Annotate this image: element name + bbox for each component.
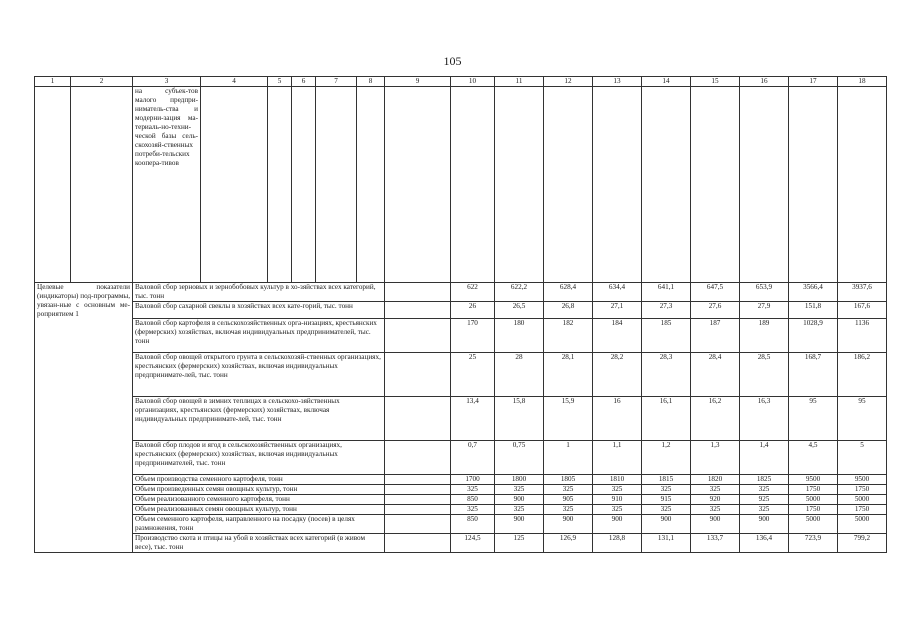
- indicator-value: 5: [838, 441, 887, 475]
- indicator-value: 1820: [691, 475, 740, 485]
- indicator-value: 15,9: [544, 397, 593, 441]
- indicator-value: 28: [495, 353, 544, 397]
- column-number: 11: [495, 77, 544, 87]
- column-number: 3: [133, 77, 201, 87]
- indicator-value: 28,5: [740, 353, 789, 397]
- indicator-value: 325: [495, 505, 544, 515]
- indicator-name: Валовой сбор плодов и ягод в сельскохозяйственных организациях, крестьянских (фермерских) хозяйствах, включая индивидуальных предпринимателей, тыс. тонн: [133, 441, 385, 475]
- indicator-value: 126,9: [544, 534, 593, 553]
- indicator-value: 653,9: [740, 283, 789, 302]
- column-number: 14: [642, 77, 691, 87]
- indicator-value: 16,3: [740, 397, 789, 441]
- indicator-name: Объем реализованных семян овощных культур, тонн: [133, 505, 385, 515]
- empty-cell: [385, 441, 451, 475]
- indicator-value: 5000: [838, 515, 887, 534]
- column-number: 12: [544, 77, 593, 87]
- indicator-value: 1805: [544, 475, 593, 485]
- indicator-value: 1028,9: [789, 319, 838, 353]
- indicator-value: 27,6: [691, 302, 740, 319]
- indicator-value: 180: [495, 319, 544, 353]
- indicator-name: Производство скота и птицы на убой в хозяйствах всех категорий (в живом весе), тыс. тонн: [133, 534, 385, 553]
- indicator-value: 325: [740, 505, 789, 515]
- indicator-value: 25: [451, 353, 495, 397]
- indicator-row: [35, 319, 887, 353]
- indicator-value: 325: [642, 485, 691, 495]
- indicator-name: Валовой сбор овощей открытого грунта в сельскохозяй-ственных организациях, крестьянских (фермерских) хозяйствах, включая индивидуальных предпринимате-лей, тыс. тонн: [133, 353, 385, 397]
- indicator-value: 723,9: [789, 534, 838, 553]
- indicator-value: 1750: [838, 485, 887, 495]
- empty-cell: [385, 397, 451, 441]
- indicator-value: 900: [495, 495, 544, 505]
- indicator-value: 900: [495, 515, 544, 534]
- column-number: 13: [593, 77, 642, 87]
- indicator-row: [35, 495, 887, 505]
- indicator-value: 622: [451, 283, 495, 302]
- empty-cell: [451, 87, 495, 283]
- indicator-value: 27,3: [642, 302, 691, 319]
- indicator-row: [35, 534, 887, 553]
- indicator-value: 325: [691, 485, 740, 495]
- indicator-value: 28,1: [544, 353, 593, 397]
- indicator-value: 0,75: [495, 441, 544, 475]
- indicator-name: Валовой сбор овощей в зимних теплицах в сельскохо-зяйственных организациях, крестьянских (фермерских) хозяйствах, включая индивидуальных предпринимате-лей, тыс. тонн: [133, 397, 385, 441]
- empty-cell: [385, 505, 451, 515]
- indicator-row: [35, 283, 887, 302]
- indicator-value: 799,2: [838, 534, 887, 553]
- indicator-value: 95: [789, 397, 838, 441]
- empty-cell: [201, 87, 268, 283]
- column-number: 18: [838, 77, 887, 87]
- indicator-name: Объем реализованного семенного картофеля, тонн: [133, 495, 385, 505]
- indicator-value: 170: [451, 319, 495, 353]
- page-number: 105: [443, 54, 462, 68]
- column-number: 10: [451, 77, 495, 87]
- indicator-value: 1: [544, 441, 593, 475]
- indicator-value: 850: [451, 495, 495, 505]
- column-number: 4: [201, 77, 268, 87]
- empty-cell: [385, 475, 451, 485]
- indicator-value: 151,8: [789, 302, 838, 319]
- indicator-value: 325: [593, 505, 642, 515]
- indicator-value: 27,1: [593, 302, 642, 319]
- empty-cell: [268, 87, 292, 283]
- indicator-value: 16,2: [691, 397, 740, 441]
- indicator-value: 1750: [789, 505, 838, 515]
- empty-cell: [495, 87, 544, 283]
- indicator-row: [35, 302, 887, 319]
- column-number: 15: [691, 77, 740, 87]
- empty-cell: [385, 353, 451, 397]
- indicator-value: 9500: [789, 475, 838, 485]
- indicator-value: 186,2: [838, 353, 887, 397]
- indicator-value: 189: [740, 319, 789, 353]
- indicator-value: 136,4: [740, 534, 789, 553]
- indicator-value: 1,4: [740, 441, 789, 475]
- empty-cell: [544, 87, 593, 283]
- indicator-value: 5000: [789, 495, 838, 505]
- indicator-value: 925: [740, 495, 789, 505]
- indicator-value: 325: [544, 505, 593, 515]
- column-number: 6: [292, 77, 316, 87]
- indicator-value: 28,2: [593, 353, 642, 397]
- indicator-value: 1825: [740, 475, 789, 485]
- indicator-value: 131,1: [642, 534, 691, 553]
- indicator-value: 850: [451, 515, 495, 534]
- indicator-name: Объем производства семенного картофеля, тонн: [133, 475, 385, 485]
- indicator-value: 1,1: [593, 441, 642, 475]
- indicator-value: 634,4: [593, 283, 642, 302]
- empty-cell: [691, 87, 740, 283]
- empty-cell: [385, 485, 451, 495]
- indicator-value: 128,8: [593, 534, 642, 553]
- indicator-value: 325: [544, 485, 593, 495]
- indicator-value: 325: [593, 485, 642, 495]
- empty-cell: [593, 87, 642, 283]
- indicator-value: 16: [593, 397, 642, 441]
- indicator-value: 28,3: [642, 353, 691, 397]
- indicator-row: [35, 505, 887, 515]
- empty-cell: [385, 302, 451, 319]
- column-number: 7: [316, 77, 357, 87]
- empty-cell: [385, 319, 451, 353]
- indicator-value: 325: [451, 485, 495, 495]
- indicator-value: 26,8: [544, 302, 593, 319]
- indicator-value: 622,2: [495, 283, 544, 302]
- column-number: 1: [35, 77, 71, 87]
- indicator-value: 26,5: [495, 302, 544, 319]
- indicator-row: [35, 441, 887, 475]
- indicator-name: Валовой сбор сахарной свеклы в хозяйствах всех кате-горий, тыс. тонн: [133, 302, 385, 319]
- indicator-value: 187: [691, 319, 740, 353]
- indicator-value: 0,7: [451, 441, 495, 475]
- indicator-value: 900: [642, 515, 691, 534]
- indicator-value: 915: [642, 495, 691, 505]
- empty-cell: [789, 87, 838, 283]
- column-number-row: [35, 77, 887, 87]
- indicator-value: 1136: [838, 319, 887, 353]
- indicator-value: 5000: [789, 515, 838, 534]
- indicators-table: [34, 76, 887, 553]
- column-number: 9: [385, 77, 451, 87]
- empty-cell: [385, 283, 451, 302]
- indicator-value: 168,7: [789, 353, 838, 397]
- empty-cell: [740, 87, 789, 283]
- empty-cell: [292, 87, 316, 283]
- indicator-value: 1,2: [642, 441, 691, 475]
- indicator-value: 16,1: [642, 397, 691, 441]
- indicator-value: 1750: [838, 505, 887, 515]
- empty-cell: [316, 87, 357, 283]
- indicator-value: 185: [642, 319, 691, 353]
- indicator-value: 325: [691, 505, 740, 515]
- indicator-value: 900: [691, 515, 740, 534]
- indicator-name: Объем произведенных семян овощных культур, тонн: [133, 485, 385, 495]
- indicator-value: 26: [451, 302, 495, 319]
- empty-cell: [385, 87, 451, 283]
- indicator-value: 184: [593, 319, 642, 353]
- indicator-value: 182: [544, 319, 593, 353]
- indicator-value: 900: [593, 515, 642, 534]
- indicator-value: 3566,4: [789, 283, 838, 302]
- indicator-value: 920: [691, 495, 740, 505]
- indicator-row: [35, 485, 887, 495]
- indicator-row: [35, 515, 887, 534]
- indicator-name: Валовой сбор зерновых и зернобобовых культур в хо-зяйствах всех категорий, тыс. тонн: [133, 283, 385, 302]
- empty-cell: [385, 495, 451, 505]
- empty-cell: [385, 515, 451, 534]
- indicator-value: 1800: [495, 475, 544, 485]
- indicator-name: Объем семенного картофеля, направленного на посадку (посев) в целях размножения, тонн: [133, 515, 385, 534]
- indicator-value: 628,4: [544, 283, 593, 302]
- indicator-value: 900: [544, 515, 593, 534]
- indicator-value: 905: [544, 495, 593, 505]
- indicator-value: 325: [642, 505, 691, 515]
- indicator-value: 133,7: [691, 534, 740, 553]
- indicator-value: 647,5: [691, 283, 740, 302]
- indicator-value: 1815: [642, 475, 691, 485]
- continuation-text: на субъек-тов малого предпри-ниматель-ства и модерни-зация ма-териаль-но-техни-ческой базы сель-скохозяй-ственных потреби-тельских коопера-тивов: [133, 87, 201, 283]
- indicator-value: 910: [593, 495, 642, 505]
- indicator-value: 167,6: [838, 302, 887, 319]
- empty-cell: [71, 87, 133, 283]
- indicator-row: [35, 353, 887, 397]
- indicator-value: 325: [451, 505, 495, 515]
- indicator-value: 28,4: [691, 353, 740, 397]
- indicator-value: 3937,6: [838, 283, 887, 302]
- indicator-value: 125: [495, 534, 544, 553]
- empty-cell: [385, 534, 451, 553]
- indicator-value: 13,4: [451, 397, 495, 441]
- empty-cell: [642, 87, 691, 283]
- indicator-value: 1810: [593, 475, 642, 485]
- continuation-row: [35, 87, 887, 283]
- column-number: 5: [268, 77, 292, 87]
- indicator-value: 1750: [789, 485, 838, 495]
- indicator-value: 325: [495, 485, 544, 495]
- indicator-row: [35, 475, 887, 485]
- column-number: 17: [789, 77, 838, 87]
- empty-cell: [357, 87, 385, 283]
- indicator-value: 5000: [838, 495, 887, 505]
- indicator-value: 15,8: [495, 397, 544, 441]
- indicator-value: 1700: [451, 475, 495, 485]
- column-number: 8: [357, 77, 385, 87]
- indicator-value: 900: [740, 515, 789, 534]
- indicator-value: 641,1: [642, 283, 691, 302]
- indicator-name: Валовой сбор картофеля в сельскохозяйственных орга-низациях, крестьянских (фермерских) хозяйствах, включая индивидуальных предпринимателей, тыс. тонн: [133, 319, 385, 353]
- indicator-value: 124,5: [451, 534, 495, 553]
- column-number: 2: [71, 77, 133, 87]
- empty-cell: [35, 87, 71, 283]
- indicator-row: [35, 397, 887, 441]
- target-indicators-label: Целевые показатели (индикаторы) под-программы, увязан-ные с основным ме-роприятием 1: [35, 283, 133, 553]
- indicator-value: 325: [740, 485, 789, 495]
- indicator-value: 9500: [838, 475, 887, 485]
- indicator-value: 4,5: [789, 441, 838, 475]
- column-number: 16: [740, 77, 789, 87]
- empty-cell: [838, 87, 887, 283]
- indicator-value: 95: [838, 397, 887, 441]
- indicator-value: 27,9: [740, 302, 789, 319]
- indicator-value: 1,3: [691, 441, 740, 475]
